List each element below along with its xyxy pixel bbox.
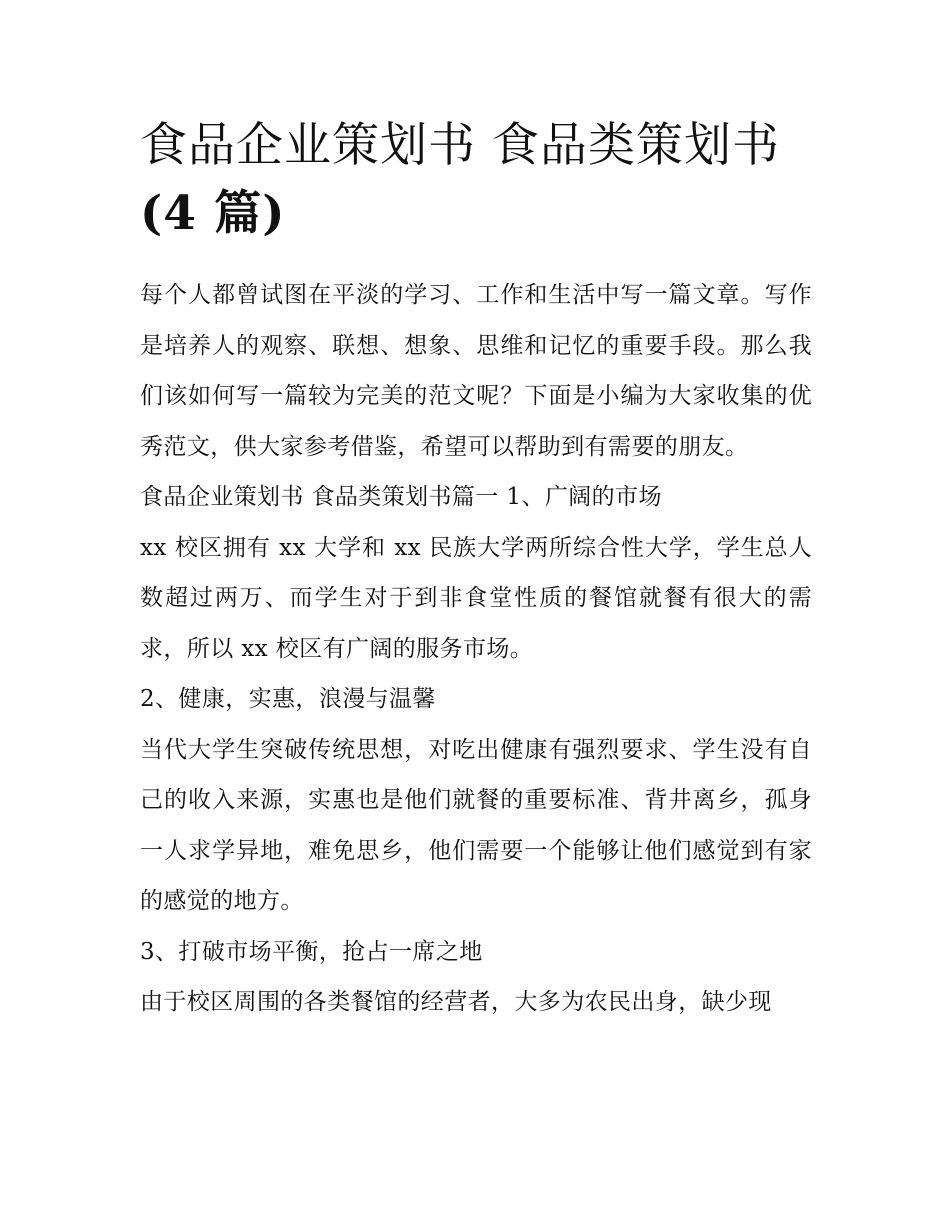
document-title-suffix: (4 篇) [140,186,286,241]
paragraph-health: 当代大学生突破传统思想，对吃出健康有强烈要求、学生没有自己的收入来源，实惠也是他们就餐的重要标准、背井离乡，孤身一人求学异地，难免思乡，他们需要一个能够让他们感觉到有家的感觉的地方。 [140,736,812,914]
document-title-main: 食品企业策划书 食品类策划书 [140,118,780,173]
section-heading-2: 2、健康，实惠，浪漫与温馨 [140,686,436,712]
paragraph-competition: 由于校区周围的各类餐馆的经营者，大多为农民出身，缺少现 [140,989,772,1015]
document-title [140,112,812,248]
paragraph-market: xx 校区拥有 xx 大学和 xx 民族大学两所综合性大学，学生总人数超过两万、而学生对于到非食堂性质的餐馆就餐有很大的需求，所以 xx 校区有广阔的服务市场。 [140,534,812,662]
section-heading-1: 食品企业策划书 食品类策划书篇一 1、广阔的市场 [140,484,662,510]
document-page [140,112,812,1028]
intro-paragraph: 每个人都曾试图在平淡的学习、工作和生活中写一篇文章。写作是培养人的观察、联想、想象、思维和记忆的重要手段。那么我们该如何写一篇较为完美的范文呢？下面是小编为大家收集的优秀范文，供大家参考借鉴，希望可以帮助到有需要的朋友。 [140,282,812,460]
section-heading-3: 3、打破市场平衡，抢占一席之地 [140,938,483,965]
